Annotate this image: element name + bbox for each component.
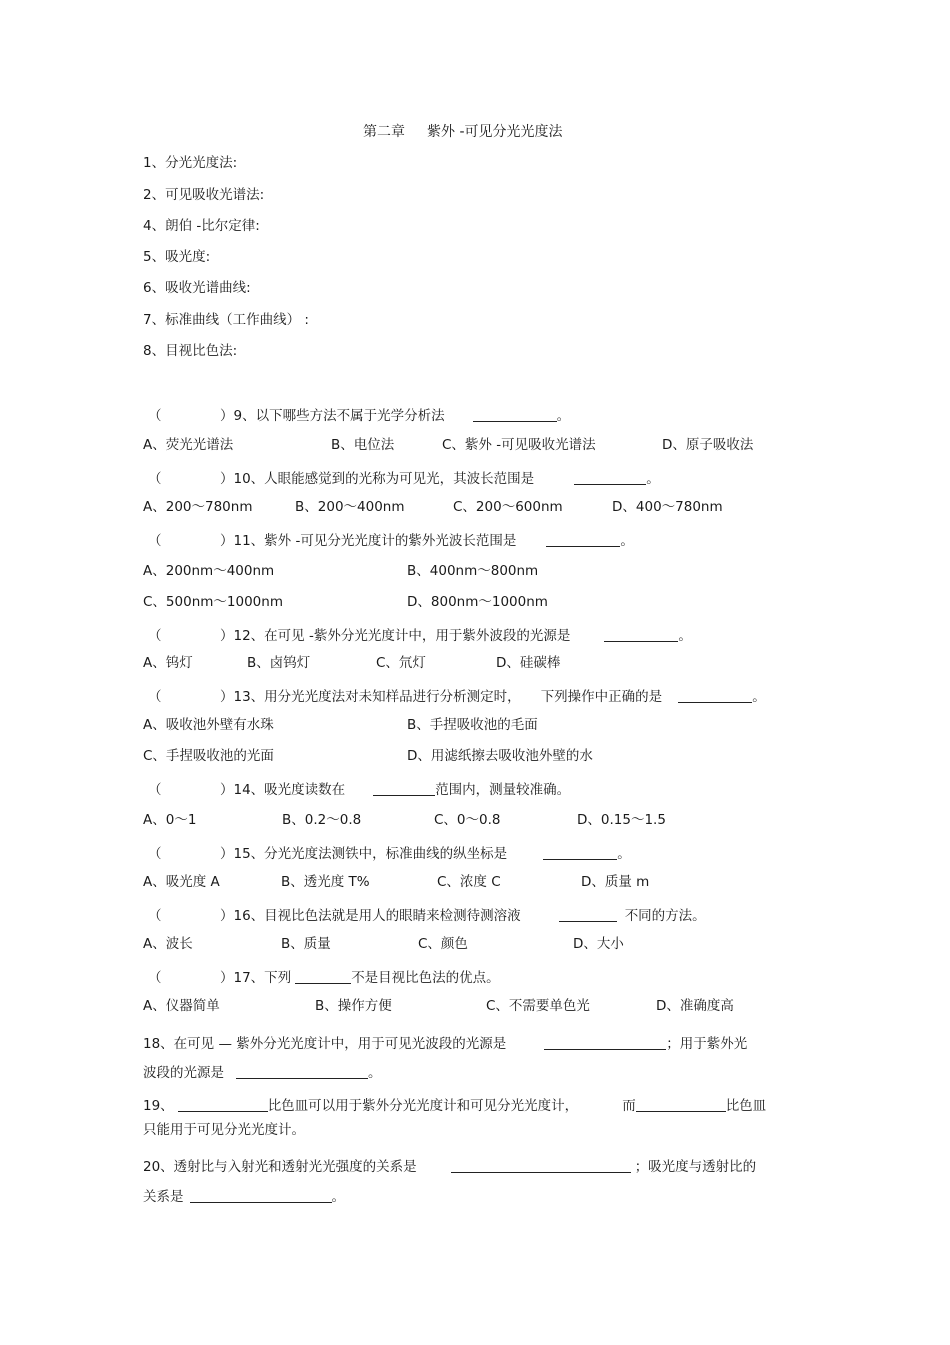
option-d: D、质量 m — [581, 874, 650, 890]
question-9 — [148, 405, 570, 424]
option-d: D、大小 — [573, 936, 624, 952]
question-end: 。 — [620, 533, 634, 549]
option-b: B、操作方便 — [315, 998, 392, 1014]
option-c: C、浓度 C — [437, 874, 501, 890]
question-end: 不是目视比色法的优点。 — [351, 970, 500, 986]
option-b: B、透光度 T% — [281, 874, 370, 890]
question-end: 。 — [678, 628, 692, 644]
option-a: A、吸光度 A — [143, 874, 220, 890]
option-a: A、吸收池外壁有水珠 — [143, 717, 274, 733]
option-b: B、200～400nm — [295, 499, 405, 515]
question-end: 。 — [556, 408, 571, 424]
option-c: C、200～600nm — [453, 499, 563, 515]
option-b: B、手捏吸收池的毛面 — [407, 717, 538, 733]
definition-item: 8、目视比色法: — [143, 343, 238, 359]
question-19-line1 — [143, 1095, 766, 1114]
question-text: 。 — [368, 1065, 382, 1081]
answer-blank[interactable] — [543, 845, 617, 860]
question-end: 。 — [752, 689, 766, 705]
question-20-line1 — [143, 1156, 756, 1175]
question-text: ；吸光度与透射比的 — [634, 1159, 757, 1175]
question-text: 比色皿可以用于紫外分光光度计和可见分光光度计， — [267, 1098, 579, 1114]
answer-paren: （ — [148, 533, 162, 549]
option-c: C、氘灯 — [376, 655, 426, 671]
answer-blank[interactable] — [546, 532, 620, 547]
option-c: C、0～0.8 — [434, 812, 501, 828]
answer-paren: （ — [148, 970, 162, 986]
answer-blank[interactable] — [473, 407, 557, 422]
question-end: 范围内，测量较准确。 — [435, 782, 571, 798]
answer-blank[interactable] — [451, 1158, 631, 1173]
question-17 — [148, 967, 500, 986]
answer-paren: （ — [148, 846, 162, 862]
option-b: B、质量 — [281, 936, 331, 952]
option-b: B、0.2～0.8 — [282, 812, 362, 828]
answer-blank[interactable] — [678, 688, 752, 703]
question-14 — [148, 779, 570, 798]
option-d: D、0.15～1.5 — [577, 812, 666, 828]
question-stem: ）12、在可见 -紫外分光光度计中，用于紫外波段的光源是 — [220, 628, 571, 644]
answer-paren: （ — [148, 408, 162, 424]
question-15 — [148, 843, 631, 862]
question-text: 波段的光源是 — [143, 1065, 224, 1081]
option-c: C、手捏吸收池的光面 — [143, 748, 274, 764]
option-b: B、400nm～800nm — [407, 563, 539, 579]
option-a: A、200～780nm — [143, 499, 253, 515]
answer-blank[interactable] — [544, 1035, 666, 1050]
option-d: D、400～780nm — [612, 499, 723, 515]
answer-blank[interactable] — [178, 1097, 268, 1112]
definition-item: 5、吸光度: — [143, 249, 211, 265]
option-a: A、0～1 — [143, 812, 197, 828]
question-end: 。 — [617, 846, 631, 862]
chapter-number: 第二章 — [363, 124, 405, 140]
answer-paren: （ — [148, 471, 162, 487]
option-a: A、荧光光谱法 — [143, 437, 234, 453]
question-19-line2: 只能用于可见分光光度计。 — [143, 1122, 305, 1138]
option-d: D、原子吸收法 — [662, 437, 754, 453]
option-c: C、500nm～1000nm — [143, 594, 283, 610]
question-stem: ）13、用分光光度法对未知样品进行分析测定时， — [220, 689, 521, 705]
question-10 — [148, 468, 660, 487]
question-18-line2 — [143, 1062, 382, 1081]
option-a: A、仪器简单 — [143, 998, 220, 1014]
option-c: C、紫外 -可见吸收光谱法 — [442, 437, 596, 453]
question-end: 。 — [646, 471, 660, 487]
answer-paren: （ — [148, 782, 162, 798]
definition-item: 2、可见吸收光谱法: — [143, 187, 265, 203]
question-text: 。 — [331, 1189, 345, 1205]
question-stem-cont: 下列操作中正确的是 — [540, 689, 663, 705]
option-d: D、硅碳棒 — [496, 655, 561, 671]
question-text: 19、 — [143, 1098, 174, 1114]
question-13 — [148, 686, 766, 705]
question-text: 比色皿 — [725, 1098, 767, 1114]
definition-item: 7、标准曲线（工作曲线） : — [143, 312, 309, 328]
option-d: D、准确度高 — [656, 998, 734, 1014]
question-end: 不同的方法。 — [624, 908, 706, 924]
answer-blank[interactable] — [604, 627, 678, 642]
question-text: 20、透射比与入射光和透射光光强度的关系是 — [143, 1159, 417, 1175]
question-stem: ）11、紫外 -可见分光光度计的紫外光波长范围是 — [220, 533, 517, 549]
option-a: A、波长 — [143, 936, 193, 952]
question-text: ；用于紫外光 — [666, 1036, 748, 1052]
question-18-line1 — [143, 1033, 747, 1052]
question-stem: ）15、分光光度法测铁中，标准曲线的纵坐标是 — [220, 846, 508, 862]
question-16 — [148, 905, 706, 924]
answer-blank[interactable] — [574, 470, 646, 485]
option-d: D、用滤纸擦去吸收池外壁的水 — [407, 748, 593, 764]
question-stem: ）9、以下哪些方法不属于光学分析法 — [220, 408, 445, 424]
question-text: 关系是 — [143, 1189, 184, 1205]
question-stem: ）10、人眼能感觉到的光称为可见光，其波长范围是 — [220, 471, 535, 487]
question-12 — [148, 625, 692, 644]
option-a: A、200nm～400nm — [143, 563, 275, 579]
definition-item: 1、分光光度法: — [143, 155, 238, 171]
option-c: C、颜色 — [418, 936, 468, 952]
page-title — [363, 125, 563, 139]
option-c: C、不需要单色光 — [486, 998, 590, 1014]
answer-blank[interactable] — [295, 969, 351, 984]
answer-paren: （ — [148, 908, 162, 924]
question-stem: ）16、目视比色法就是用人的眼睛来检测待测溶液 — [220, 908, 521, 924]
answer-blank[interactable] — [373, 781, 435, 796]
definition-item: 4、朗伯 -比尔定律: — [143, 218, 260, 234]
answer-blank[interactable] — [190, 1188, 332, 1203]
question-text: 18、在可见 — 紫外分光光度计中，用于可见光波段的光源是 — [143, 1036, 507, 1052]
answer-blank[interactable] — [236, 1064, 368, 1079]
question-20-line2 — [143, 1186, 345, 1205]
option-d: D、800nm～1000nm — [407, 594, 548, 610]
question-stem: ）14、吸光度读数在 — [220, 782, 346, 798]
chapter-name: 紫外 -可见分光光度法 — [427, 124, 563, 140]
option-a: A、钨灯 — [143, 655, 193, 671]
definition-item: 6、吸收光谱曲线: — [143, 280, 251, 296]
answer-blank[interactable] — [559, 907, 617, 922]
answer-paren: （ — [148, 689, 162, 705]
question-11 — [148, 530, 634, 549]
option-b: B、卤钨灯 — [247, 655, 311, 671]
answer-paren: （ — [148, 628, 162, 644]
option-b: B、电位法 — [331, 437, 395, 453]
answer-blank[interactable] — [636, 1097, 726, 1112]
question-text: 而 — [622, 1098, 636, 1114]
question-stem: ）17、下列 — [220, 970, 292, 986]
